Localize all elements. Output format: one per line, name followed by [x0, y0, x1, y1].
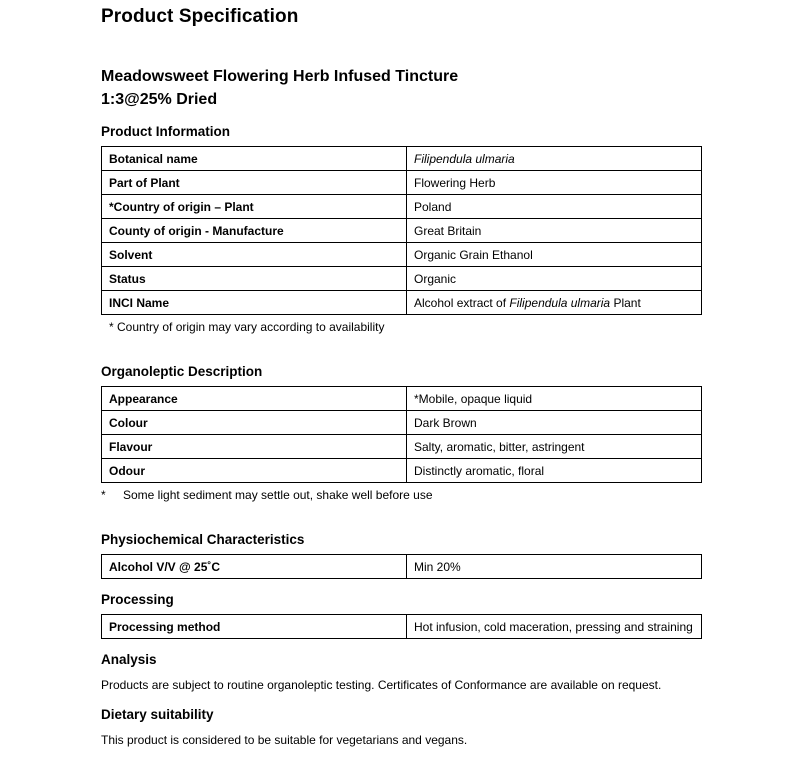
inci-botanical: Filipendula ulmaria	[509, 295, 611, 310]
section-heading-processing: Processing	[101, 592, 174, 608]
row-value: *Mobile, opaque liquid	[407, 387, 702, 411]
table-row	[102, 147, 702, 171]
row-label: Status	[102, 267, 407, 291]
table-row	[102, 411, 702, 435]
table-row	[102, 171, 702, 195]
inci-prefix: Alcohol extract of	[414, 295, 510, 310]
row-value	[407, 291, 702, 315]
row-label: Processing method	[102, 615, 407, 639]
row-value: Organic	[407, 267, 702, 291]
table-row	[102, 387, 702, 411]
physiochemical-table	[101, 554, 702, 579]
page-title: Product Specification	[101, 6, 299, 27]
table-row	[102, 459, 702, 483]
row-label: Botanical name	[102, 147, 407, 171]
row-value: Flowering Herb	[407, 171, 702, 195]
row-label: *Country of origin – Plant	[102, 195, 407, 219]
product-information-footnote: * Country of origin may vary according to availability	[109, 320, 385, 335]
analysis-text: Products are subject to routine organoleptic testing. Certificates of Conformance are available on request.	[101, 678, 662, 693]
product-information-table	[101, 146, 702, 315]
row-value: Salty, aromatic, bitter, astringent	[407, 435, 702, 459]
row-label: Alcohol V/V @ 25˚C	[102, 555, 407, 579]
table-row	[102, 291, 702, 315]
product-name-line-1: Meadowsweet Flowering Herb Infused Tincture	[101, 68, 459, 85]
row-value: Min 20%	[407, 555, 702, 579]
footnote-text: Some light sediment may settle out, shake well before use	[123, 488, 433, 503]
table-row	[102, 435, 702, 459]
row-label: Odour	[102, 459, 407, 483]
organoleptic-table	[101, 386, 702, 483]
row-value: Poland	[407, 195, 702, 219]
section-heading-analysis: Analysis	[101, 652, 157, 668]
product-name	[101, 28, 704, 111]
table-row	[102, 219, 702, 243]
row-value: Organic Grain Ethanol	[407, 243, 702, 267]
processing-table	[101, 614, 702, 639]
table-row	[102, 267, 702, 291]
row-label: Solvent	[102, 243, 407, 267]
product-name-line-2: 1:3@25% Dried	[101, 90, 218, 108]
table-row	[102, 615, 702, 639]
table-row	[102, 555, 702, 579]
row-label: Part of Plant	[102, 171, 407, 195]
row-label: County of origin - Manufacture	[102, 219, 407, 243]
row-value: Distinctly aromatic, floral	[407, 459, 702, 483]
section-heading-organoleptic: Organoleptic Description	[101, 364, 263, 380]
footnote-star: *	[101, 488, 106, 503]
row-label: Colour	[102, 411, 407, 435]
row-value: Dark Brown	[407, 411, 702, 435]
table-row	[102, 243, 702, 267]
row-value: Filipendula ulmaria	[407, 147, 702, 171]
row-label: Appearance	[102, 387, 407, 411]
dietary-text: This product is considered to be suitable for vegetarians and vegans.	[101, 732, 468, 747]
organoleptic-footnote	[101, 483, 704, 502]
row-value: Hot infusion, cold maceration, pressing and straining	[407, 615, 702, 639]
row-label: Flavour	[102, 435, 407, 459]
row-value: Great Britain	[407, 219, 702, 243]
section-heading-physiochemical: Physiochemical Characteristics	[101, 532, 305, 548]
section-heading-product-information: Product Information	[101, 124, 230, 140]
table-row	[102, 195, 702, 219]
section-heading-dietary: Dietary suitability	[101, 706, 214, 722]
row-label: INCI Name	[102, 291, 407, 315]
inci-suffix: Plant	[610, 295, 641, 310]
